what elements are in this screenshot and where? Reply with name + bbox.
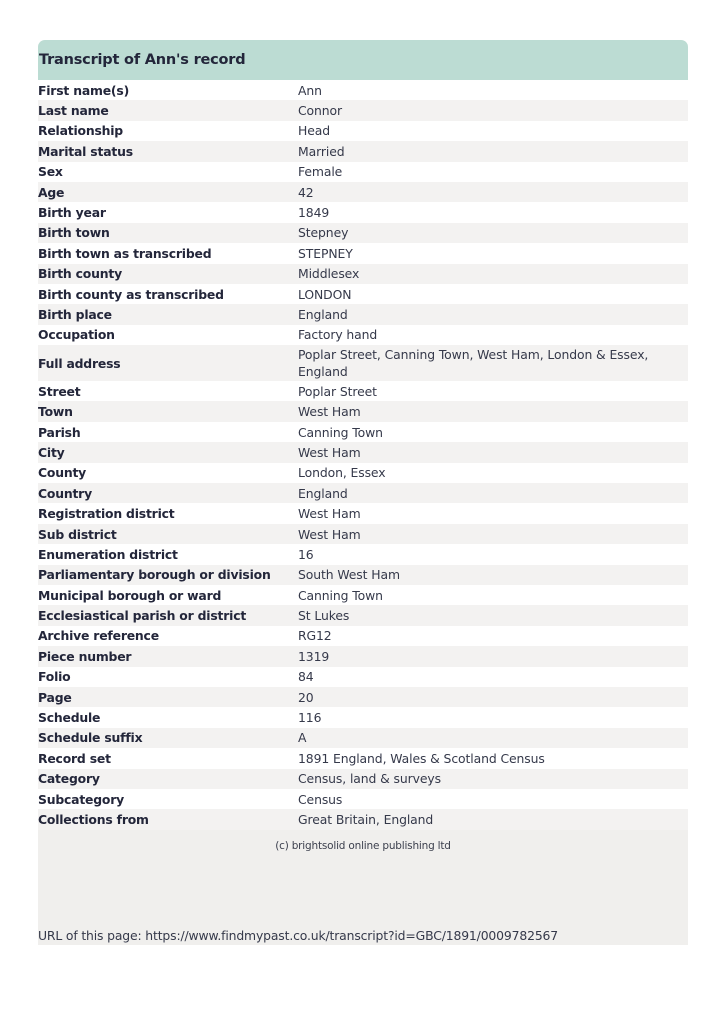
table-row [38,585,688,605]
table-row [38,483,688,503]
copyright-notice: (c) brightsolid online publishing ltd [275,839,451,852]
table-row [38,605,688,625]
field-label: Registration district [38,506,175,522]
table-row [38,162,688,182]
field-label: County [38,465,87,481]
field-label: Collections from [38,811,149,827]
field-value: LONDON [298,286,352,302]
field-value: Married [298,143,345,159]
table-row [38,565,688,585]
field-value: Connor [298,103,343,119]
field-value: Canning Town [298,587,383,603]
field-label: Marital status [38,143,133,159]
table-row [38,422,688,442]
transcript-header [38,40,688,80]
field-label: Relationship [38,123,123,139]
field-value: 16 [298,546,314,562]
field-value: 1319 [298,648,330,664]
field-label: Enumeration district [38,546,178,562]
table-row [38,264,688,284]
field-label: Birth county [38,266,122,282]
field-label: Birth county as transcribed [38,286,224,302]
field-label: Subcategory [38,791,125,807]
table-row [38,707,688,727]
table-row [38,544,688,564]
field-value: RG12 [298,628,332,644]
field-label: Street [38,383,81,399]
field-value: 1891 England, Wales & Scotland Census [298,750,545,766]
field-label: Age [38,184,65,200]
field-label: Birth town as transcribed [38,245,212,261]
table-row [38,381,688,401]
field-value: Census, land & surveys [298,771,442,787]
field-value: STEPNEY [298,245,353,261]
field-label: City [38,444,65,460]
field-value: Factory hand [298,327,378,343]
table-row [38,141,688,161]
table-row [38,687,688,707]
table-row [38,442,688,462]
field-value: Census [298,791,343,807]
field-label: Schedule suffix [38,730,143,746]
field-value: Head [298,123,330,139]
field-label: Municipal borough or ward [38,587,222,603]
table-row [38,121,688,141]
field-label: Folio [38,669,71,685]
table-row [38,524,688,544]
field-value: 42 [298,184,314,200]
field-label: Page [38,689,72,705]
table-row [38,809,688,829]
table-row [38,503,688,523]
table-row [38,284,688,304]
table-row [38,748,688,768]
field-label: First name(s) [38,82,130,98]
field-label: Birth town [38,225,110,241]
field-value: Middlesex [298,266,360,282]
field-value: Poplar Street [298,383,377,399]
table-row [38,463,688,483]
field-value: Stepney [298,225,349,241]
field-label: Last name [38,103,109,119]
table-row [38,243,688,263]
field-label: Sub district [38,526,117,542]
field-label: Parish [38,424,81,440]
field-label: Occupation [38,327,115,343]
field-value: Female [298,164,343,180]
field-value: West Ham [298,404,361,420]
table-row [38,304,688,324]
field-value: 84 [298,669,314,685]
field-label: Town [38,404,73,420]
field-value: A [298,730,307,746]
table-row [38,345,688,381]
table-row [38,626,688,646]
field-value: 116 [298,710,322,726]
table-row [38,667,688,687]
table-row [38,100,688,120]
table-row [38,80,688,100]
page-url: URL of this page: https://www.findmypast.co.uk/transcript?id=GBC/1891/0009782567 [38,927,559,943]
field-label: Birth place [38,306,112,322]
field-value: England [298,485,348,501]
field-value: Canning Town [298,424,383,440]
field-label: Ecclesiastical parish or district [38,608,247,624]
table-row [38,202,688,222]
field-label: Schedule [38,710,101,726]
table-row [38,325,688,345]
field-value: 1849 [298,205,330,221]
field-label: Sex [38,164,63,180]
field-label: Country [38,485,92,501]
field-value: West Ham [298,506,361,522]
table-row [38,769,688,789]
field-label: Category [38,771,100,787]
table-row [38,223,688,243]
page-title: Transcript of Ann's record [39,52,246,68]
record-table [38,80,688,830]
field-value: Poplar Street, Canning Town, West Ham, London & Essex, England [298,347,649,380]
table-row [38,182,688,202]
field-label: Parliamentary borough or division [38,567,271,583]
field-value: England [298,306,348,322]
field-value: 20 [298,689,314,705]
table-row [38,789,688,809]
field-value: South West Ham [298,567,400,583]
field-label: Record set [38,750,111,766]
table-row [38,728,688,748]
field-value: Ann [298,82,322,98]
transcript-card [38,40,688,945]
field-label: Birth year [38,205,106,221]
field-value: London, Essex [298,465,386,481]
field-value: Great Britain, England [298,811,434,827]
table-row [38,401,688,421]
field-label: Piece number [38,648,132,664]
field-label: Archive reference [38,628,159,644]
field-value: West Ham [298,526,361,542]
field-value: St Lukes [298,608,350,624]
field-value: West Ham [298,444,361,460]
footer [38,830,688,945]
table-row [38,646,688,666]
field-label: Full address [38,355,121,371]
